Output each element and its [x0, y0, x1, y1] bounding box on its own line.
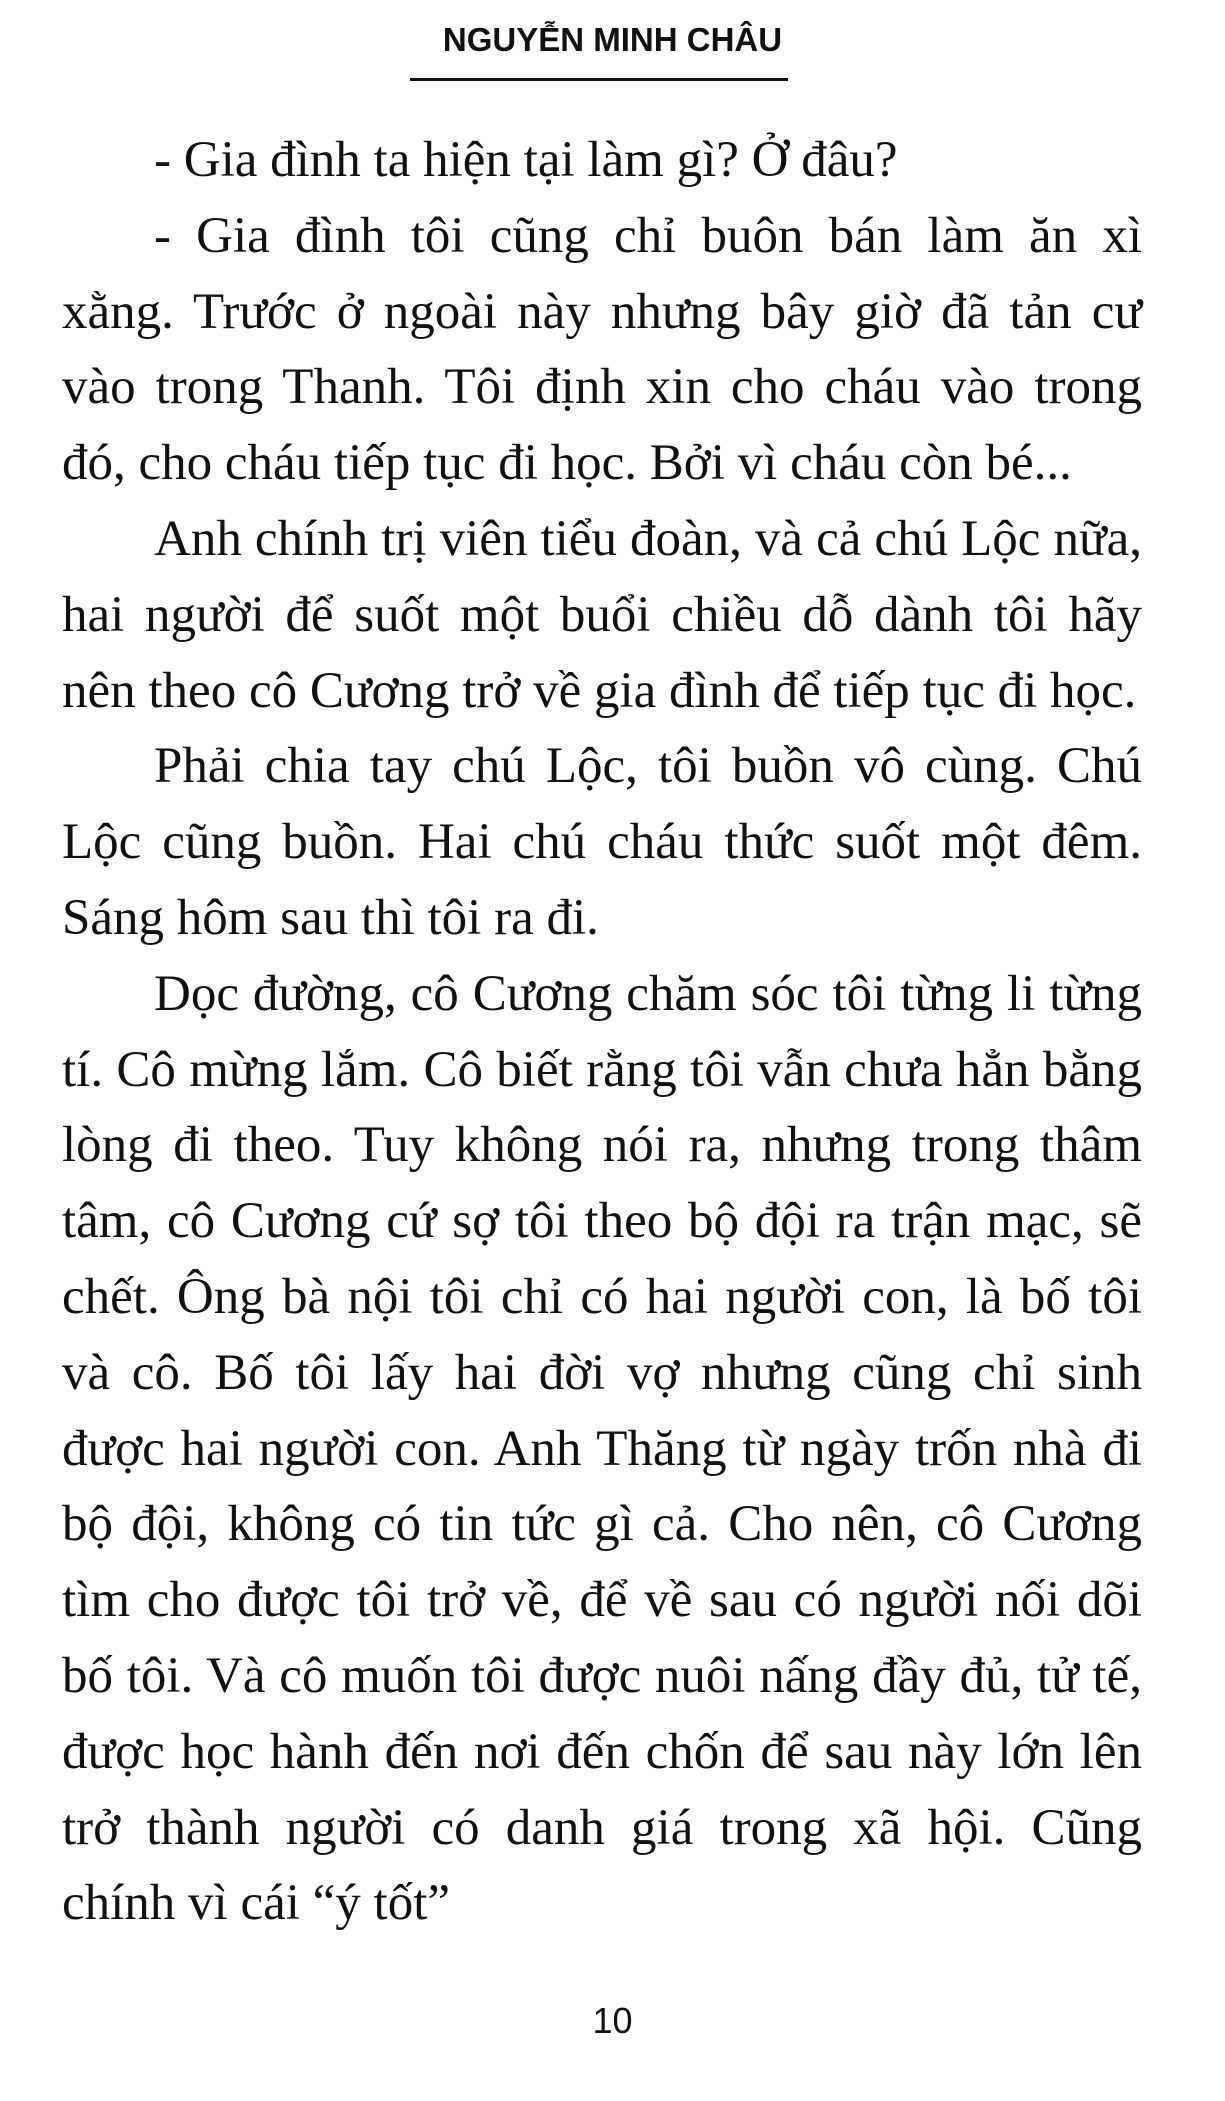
paragraph-4: Phải chia tay chú Lộc, tôi buồn vô cùng. Chú Lộc cũng buồn. Hai chú cháu thức suốt một đêm. Sáng hôm sau thì tôi ra đi. — [62, 738, 1142, 946]
running-head-author: NGUYỄN MINH CHÂU — [442, 21, 783, 58]
running-header — [0, 22, 1225, 68]
page-number: 10 — [592, 2000, 633, 2041]
paragraph-1: - Gia đình ta hiện tại làm gì? Ở đâu? — [154, 132, 898, 188]
paragraph-2: - Gia đình tôi cũng chỉ buôn bán làm ăn xì xằng. Trước ở ngoài này nhưng bây giờ đã tản cư vào trong Thanh. Tôi định xin cho cháu vào trong đó, cho cháu tiếp tục đi học. Bởi vì cháu còn bé... — [62, 207, 1142, 492]
paragraph-3: Anh chính trị viên tiểu đoàn, và cả chú Lộc nữa, hai người để suốt một buổi chiều dỗ dành tôi hãy nên theo cô Cương trở về gia đình để tiếp tục đi học. — [62, 510, 1142, 719]
body-text — [62, 123, 1142, 1942]
paragraph-5: Dọc đường, cô Cương chăm sóc tôi từng li từng tí. Cô mừng lắm. Cô biết rằng tôi vẫn chưa hẳn bằng lòng đi theo. Tuy không nói ra, nhưng trong thâm tâm, cô Cương cứ sợ tôi theo bộ đội ra trận mạc, sẽ chết. Ông bà nội tôi chỉ có hai người con, là bố tôi và cô. Bố tôi lấy hai đời vợ nhưng cũng chỉ sinh được hai người con. Anh Thăng từ ngày trốn nhà đi bộ đội, không có tin tức gì cả. Cho nên, cô Cương tìm cho được tôi trở về, để về sau có người nối dõi bố tôi. Và cô muốn tôi được nuôi nấng đầy đủ, tử tế, được học hành đến nơi đến chốn để sau này lớn lên trở thành người có danh giá trong xã hội. Cũng chính vì cái “ý tốt” — [62, 965, 1142, 1932]
header-rule — [410, 78, 788, 81]
